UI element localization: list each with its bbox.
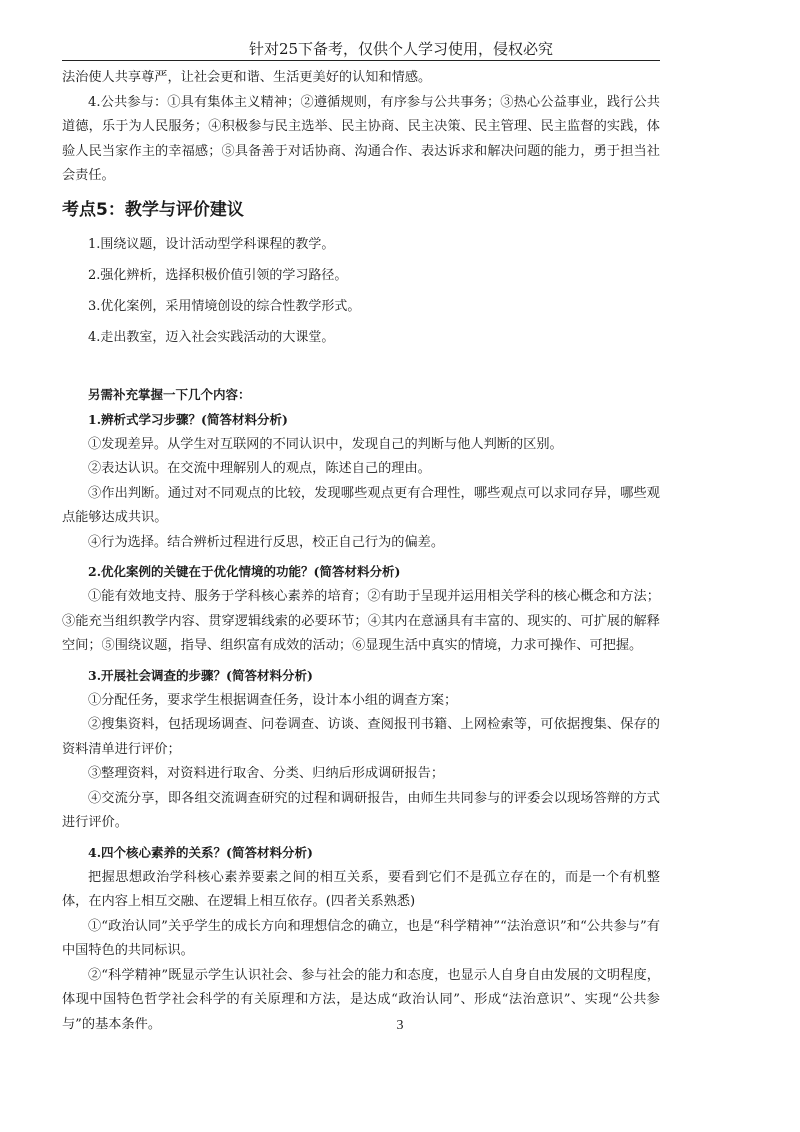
- list-item: 1.围绕议题，设计活动型学科课程的教学。: [88, 236, 335, 252]
- section5-title: 考点5：教学与评价建议: [62, 199, 244, 220]
- q1-paragraph: ①发现差异。从学生对互联网的不同认识中，发现自己的判断与他人判断的区别。: [88, 436, 563, 452]
- q3-paragraph: ④交流分享，即各组交流调查研究的过程和调研报告，由师生共同参与的评委会以现场答辩的方式进行评价。: [62, 790, 660, 830]
- page-header: [62, 38, 660, 61]
- q4-paragraph: ②“科学精神”既显示学生认识社会、参与社会的能力和态度，也显示人自身自由发展的文明程度，体现中国特色哲学社会科学的有关原理和方法，是达成“政治认同”、形成“法治意识”、实现“公共参与”的基本条件。: [62, 967, 660, 1032]
- q2-title: 2.优化案例的关键在于优化情境的功能？(简答材料分析): [88, 564, 401, 579]
- section5-list: [62, 229, 660, 353]
- q4-paragraph: 把握思想政治学科核心素养要素之间的相互关系，要看到它们不是孤立存在的，而是一个有机整体，在内容上相互交融、在逻辑上相互依存。(四者关系熟悉): [62, 869, 660, 909]
- q1-paragraph: ③作出判断。通过对不同观点的比较，发现哪些观点更有合理性，哪些观点可以求同存异，哪些观点能够达成共识。: [62, 485, 660, 525]
- list-item: 4.走出教室，迈入社会实践活动的大课堂。: [88, 329, 335, 345]
- q3-paragraph: ②搜集资料，包括现场调查、问卷调查、访谈、查阅报刊书籍、上网检索等，可依据搜集、保存的资料清单进行评价；: [62, 717, 660, 757]
- q2-paragraph: ①能有效地支持、服务于学科核心素养的培育；②有助于呈现并运用相关学科的核心概念和方法；③能充当组织教学内容、贯穿逻辑线索的必要环节；④其内在意涵具有丰富的、现实的、可扩展的解释空间；⑤围绕议题，指导、组织富有成效的活动；⑥显现生活中真实的情境，力求可操作、可把握。: [62, 589, 660, 653]
- page-content: [62, 66, 660, 1037]
- q3-paragraph: ①分配任务，要求学生根据调查任务，设计本小组的调查方案；: [88, 692, 458, 708]
- intro-paragraph-1: 法治使人共享尊严，让社会更和谐、生活更美好的认知和情感。: [62, 70, 432, 85]
- page-number: 3: [396, 1018, 404, 1033]
- supplement-title: 另需补充掌握一下几个内容：: [88, 386, 251, 402]
- q1-paragraph: ②表达认识。在交流中理解别人的观点，陈述自己的理由。: [88, 461, 431, 476]
- q4-title: 4.四个核心素养的关系？(简答材料分析): [88, 844, 313, 860]
- intro-paragraph-2: 4.公共参与：①具有集体主义精神；②遵循规则，有序参与公共事务；③热心公益事业，践行公共道德，乐于为人民服务；④积极参与民主选举、民主协商、民主决策、民主管理、民主监督的实践，体验人民当家作主的幸福感；⑤具备善于对话协商、沟通合作、表达诉求和解决问题的能力，勇于担当社会责任。: [62, 94, 660, 183]
- q1-paragraph: ④行为选择。结合辨析过程进行反思，校正自己行为的偏差。: [88, 534, 445, 550]
- list-item: 3.优化案例，采用情境创设的综合性教学形式。: [88, 298, 361, 314]
- q4-paragraph: ①“政治认同”关乎学生的成长方向和理想信念的确立，也是“科学精神”“法治意识”和“公共参与”有中国特色的共同标识。: [62, 918, 660, 958]
- list-item: 2.强化辨析，选择积极价值引领的学习路径。: [88, 267, 348, 283]
- header-text: 针对25下备考，仅供个人学习使用，侵权必究: [248, 40, 554, 58]
- q3-title: 3.开展社会调查的步骤？(简答材料分析): [88, 667, 313, 683]
- q3-paragraph: ③整理资料，对资料进行取舍、分类、归纳后形成调研报告；: [88, 766, 445, 781]
- q1-title: 1.辨析式学习步骤？(简答材料分析): [88, 411, 288, 427]
